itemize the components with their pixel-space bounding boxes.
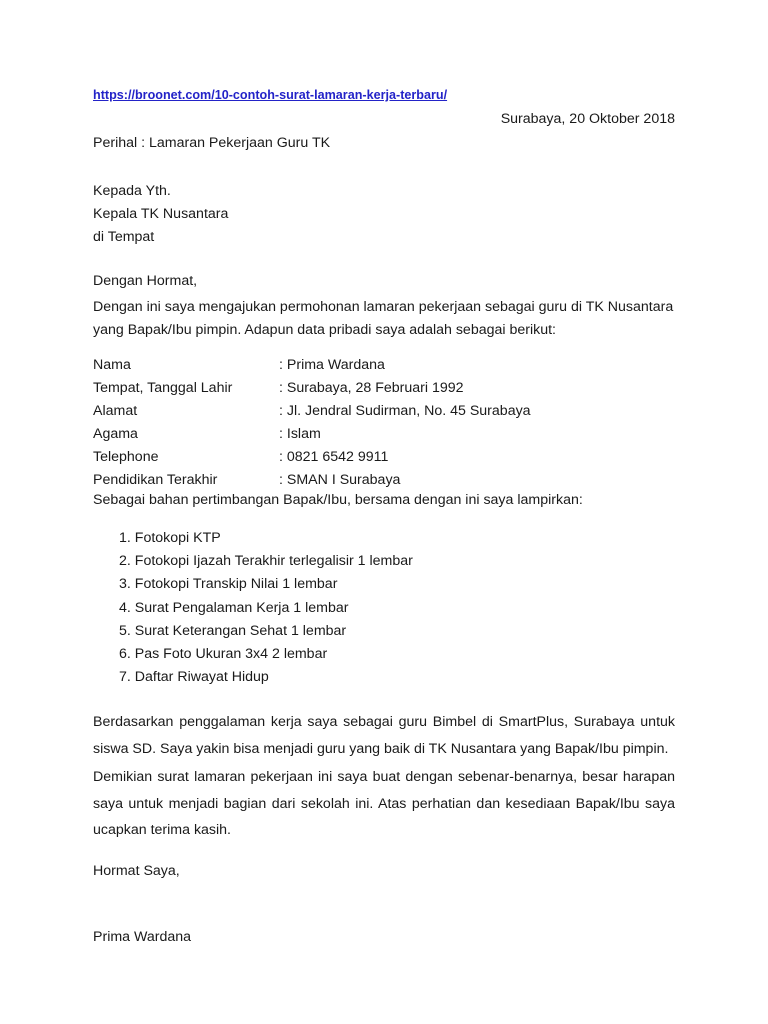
data-label: Alamat xyxy=(93,403,138,419)
signer-name: Prima Wardana xyxy=(93,929,192,945)
list-item: 3. Fotokopi Transkip Nilai 1 lembar xyxy=(119,576,338,593)
data-value: : 0821 6542 9911 xyxy=(279,449,389,465)
data-row xyxy=(93,377,531,400)
closing-salutation: Hormat Saya, xyxy=(93,863,180,879)
list-item: 1. Fotokopi KTP xyxy=(119,530,221,546)
data-value: : Jl. Jendral Sudirman, No. 45 Surabaya xyxy=(279,403,531,419)
data-row xyxy=(93,446,531,469)
data-label: Telephone xyxy=(93,449,159,465)
recipient-line: di Tempat xyxy=(93,229,155,245)
intro-paragraph xyxy=(93,296,675,342)
closing-paragraph: Demikian surat lamaran pekerjaan ini saya buat dengan sebenar-benarnya, besar harapan saya untuk menjadi bagian dari sekolah ini. Atas perhatian dan kesediaan Bapak/Ibu saya ucapkan terima kasih. xyxy=(93,769,675,838)
data-label: Pendidikan Terakhir xyxy=(93,472,218,488)
data-value: : Islam xyxy=(279,426,321,442)
data-value: : SMAN I Surabaya xyxy=(279,472,401,488)
data-value: : Prima Wardana xyxy=(279,357,385,373)
list-item: 2. Fotokopi Ijazah Terakhir terlegalisir 1 lembar xyxy=(119,553,413,570)
data-label: Agama xyxy=(93,426,138,442)
intro-line: Dengan ini saya mengajukan permohonan lamaran pekerjaan sebagai guru di TK Nusantara xyxy=(93,299,674,315)
list-item: 4. Surat Pengalaman Kerja 1 lembar xyxy=(119,599,349,616)
letter-subject: Perihal : Lamaran Pekerjaan Guru TK xyxy=(93,135,331,151)
recipient-block xyxy=(93,180,228,249)
list-item: 7. Daftar Riwayat Hidup xyxy=(119,669,269,686)
data-row xyxy=(93,400,531,423)
data-row xyxy=(93,423,531,446)
greeting: Dengan Hormat, xyxy=(93,273,198,289)
list-item: 5. Surat Keterangan Sehat 1 lembar xyxy=(119,622,347,639)
place-date: Surabaya, 20 Oktober 2018 xyxy=(500,111,675,127)
attachments-intro: Sebagai bahan pertimbangan Bapak/Ibu, bersama dengan ini saya lampirkan: xyxy=(93,492,583,508)
recipient-line: Kepala TK Nusantara xyxy=(93,206,229,222)
personal-data-table xyxy=(93,354,531,492)
source-link[interactable]: https://broonet.com/10-contoh-surat-lamaran-kerja-terbaru/ xyxy=(93,88,448,102)
list-item: 6. Pas Foto Ukuran 3x4 2 lembar xyxy=(119,646,328,663)
intro-line: yang Bapak/Ibu pimpin. Adapun data pribadi saya adalah sebagai berikut: xyxy=(93,322,556,338)
data-value: : Surabaya, 28 Februari 1992 xyxy=(279,380,464,396)
experience-paragraph: Berdasarkan penggalaman kerja saya sebagai guru Bimbel di SmartPlus, Surabaya untuk siswa SD. Saya yakin bisa menjadi guru yang baik di TK Nusantara yang Bapak/Ibu pimpin. xyxy=(93,714,675,757)
data-label: Nama xyxy=(93,357,131,373)
data-label: Tempat, Tanggal Lahir xyxy=(93,380,233,396)
data-row xyxy=(93,354,531,377)
attachments-list xyxy=(119,527,413,689)
data-row xyxy=(93,469,531,492)
recipient-line: Kepada Yth. xyxy=(93,183,171,199)
